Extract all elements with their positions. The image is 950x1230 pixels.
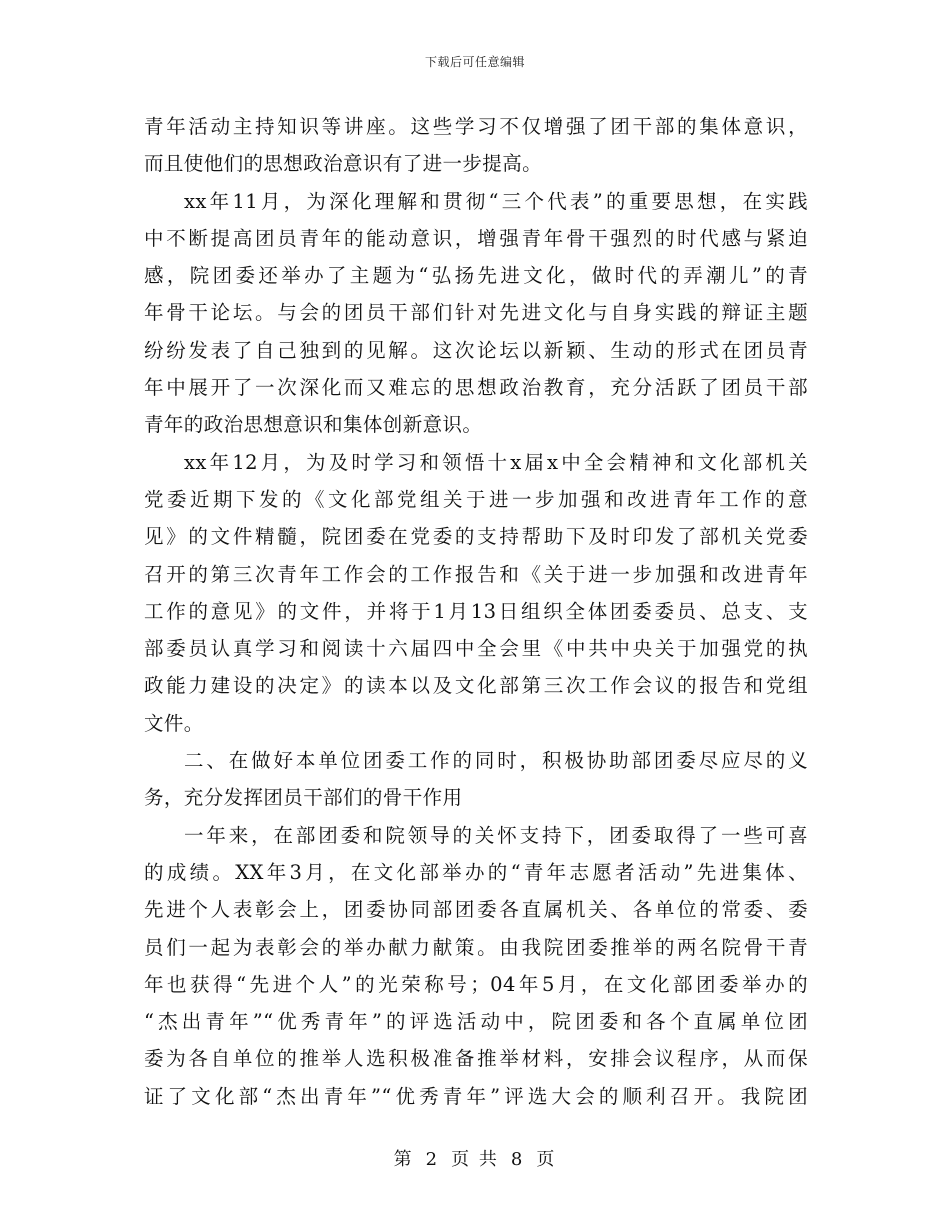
- text-line: “杰出青年”“优秀青年”的评选活动中，院团委和各个直属单位团: [144, 1010, 808, 1034]
- text-line: 政能力建设的决定》的读本以及文化部第三次工作会议的报告和党组: [144, 674, 808, 698]
- text-line: 一年来，在部团委和院领导的关怀支持下，团委取得了一些可喜: [184, 823, 808, 847]
- text-line: 员们一起为表彰会的举办献力献策。由我院团委推举的两名院骨干青: [144, 935, 808, 959]
- page-footer: [0, 1145, 950, 1171]
- text-line: 二、在做好本单位团委工作的同时，积极协助部团委尽应尽的义: [184, 749, 808, 773]
- text-line: 年骨干论坛。与会的团员干部们针对先进文化与自身实践的辩证主题: [144, 301, 808, 325]
- text-line: 务，充分发挥团员干部们的骨干作用: [144, 786, 463, 810]
- total-pages-number: 8: [510, 1149, 525, 1170]
- text-line: 年中展开了一次深化而又难忘的思想政治教育，充分活跃了团员干部: [144, 376, 808, 400]
- text-line: 年也获得“先进个人”的光荣称号；04年5月，在文化部团委举办的: [144, 972, 808, 996]
- text-line: 证了文化部“杰出青年”“优秀青年”评选大会的顺利召开。我院团: [144, 1084, 808, 1108]
- footer-prefix: 第: [393, 1149, 414, 1170]
- text-line: 先进个人表彰会上，团委协同部团委各直属机关、各单位的常委、委: [144, 898, 808, 922]
- text-line: 中不断提高团员青年的能动意识，增强青年骨干强烈的时代感与紧迫: [144, 226, 808, 250]
- text-line: 而且使他们的思想政治意识有了进一步提高。: [144, 152, 543, 176]
- text-line: 召开的第三次青年工作会的工作报告和《关于进一步加强和改进青年: [144, 562, 808, 586]
- current-page-number: 2: [425, 1149, 440, 1170]
- text-line: 党委近期下发的《文化部党组关于进一步加强和改进青年工作的意: [144, 487, 808, 511]
- text-line: 工作的意见》的文件，并将于1月13日组织全体团委委员、总支、支: [144, 599, 808, 623]
- document-body: [144, 108, 808, 1115]
- text-line: 委为各自单位的推举人选积极准备推举材料，安排会议程序，从而保: [144, 1047, 808, 1071]
- text-line: xx年12月，为及时学习和领悟十x届x中全会精神和文化部机关: [184, 450, 808, 474]
- footer-middle: 页 共: [451, 1149, 499, 1170]
- text-line: 青年的政治思想意识和集体创新意识。: [144, 413, 483, 437]
- footer-suffix: 页: [536, 1149, 557, 1170]
- header-note: 下载后可任意编辑: [424, 55, 525, 69]
- text-line: 部委员认真学习和阅读十六届四中全会里《中共中央关于加强党的执: [144, 637, 808, 661]
- text-line: 青年活动主持知识等讲座。这些学习不仅增强了团干部的集体意识，: [144, 115, 808, 138]
- text-line: 纷纷发表了自己独到的见解。这次论坛以新颖、生动的形式在团员青: [144, 338, 808, 362]
- text-line: 文件。: [144, 711, 204, 735]
- text-line: 感，院团委还举办了主题为“弘扬先进文化，做时代的弄潮儿”的青: [144, 264, 808, 288]
- text-line: xx年11月，为深化理解和贯彻“三个代表”的重要思想，在实践: [184, 189, 808, 213]
- text-line: 见》的文件精髓，院团委在党委的支持帮助下及时印发了部机关党委: [144, 525, 808, 549]
- text-line: 的成绩。XX年3月，在文化部举办的“青年志愿者活动”先进集体、: [144, 860, 808, 884]
